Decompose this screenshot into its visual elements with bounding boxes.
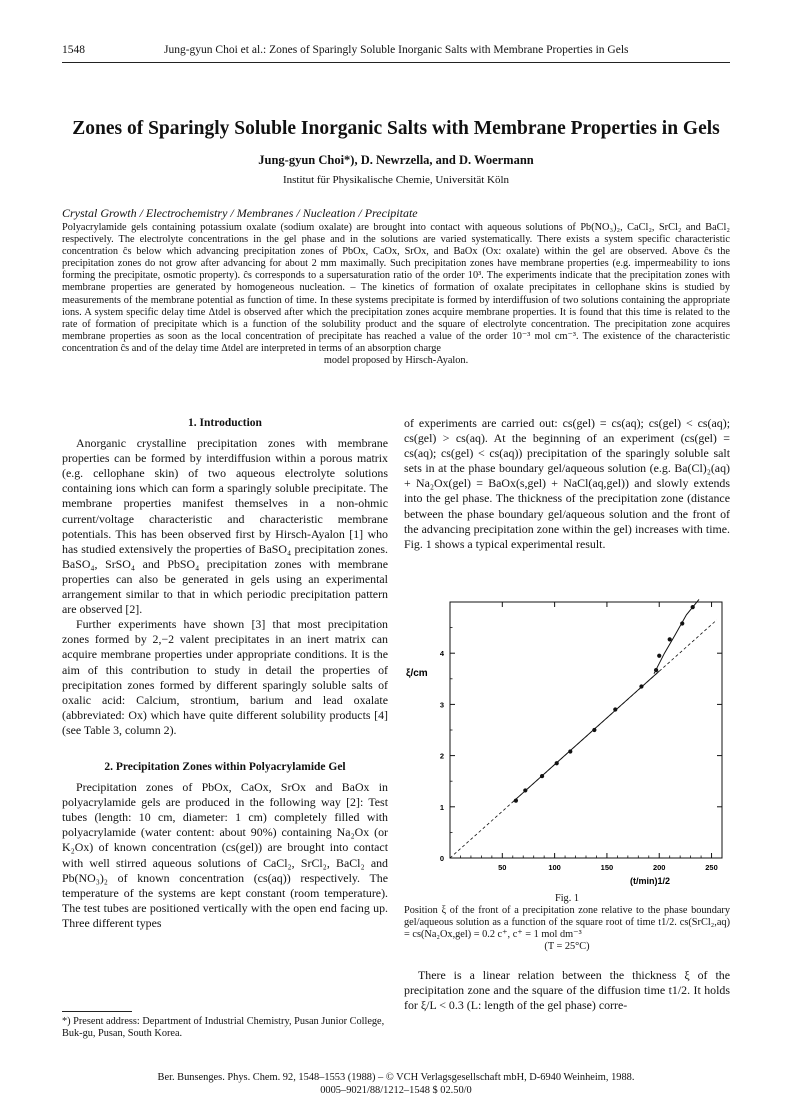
right-paragraph-2: There is a linear relation between the thickness ξ of the precipitation zone and the square of the diffusion time t1/2. It holds for ξ/L < 0.3 (L: length of the gel phase) corre- (404, 968, 730, 1013)
keywords: Crystal Growth / Electrochemistry / Membranes / Nucleation / Precipitate (62, 206, 418, 220)
left-column (62, 416, 388, 931)
x-tick-label: 50 (498, 863, 507, 872)
citation-line: Ber. Bunsenges. Phys. Chem. 92, 1548–1553 (1988) – © VCH Verlagsgesellschaft mbH, D-6940 Weinheim, 1988. (157, 1072, 635, 1083)
data-point (691, 605, 695, 609)
running-title: Jung-gyun Choi et al.: Zones of Sparingly Soluble Inorganic Salts with Membrane Properties in Gels (164, 44, 629, 56)
figure-label: Fig. 1 (554, 893, 580, 904)
issn-line: 0005–9021/88/1212–1548 $ 02.50/0 (320, 1084, 472, 1096)
section2-paragraph-1: Precipitation zones of PbOx, CaOx, SrOx and BaOx in polyacrylamide gels are produced in the following way [2]: Test tubes (length: 10 cm, diameter: 1 cm) completely filled with polyacrylamide (water content: about 90%) containing Na₂Ox (or K₂Ox) of known concentration (cs(gel)) are brought into contact with well stirred aqueous solutions of CaCl₂, SrCl₂, BaCl₂ and Pb(NO₃)₂ of known concentration (cs(aq)) respectively. The temperature of the systems are kept constant (room temperature). The test tubes are positioned vertically with the open end facing up. Three different types (62, 780, 388, 930)
abstract-body: Polyacrylamide gels containing potassium oxalate (sodium oxalate) are brought into contact with aqueous solutions of Pb(NO₃)₂, CaCl₂, SrCl₂ and BaCl₂ respectively. The electrolyte concentrations in the gel phase and in the solutions are varied systematically. There exists a system specific characteristic concentration ĉs below which advancing precipitation zones of PbOx, CaOx, SrOx, and BaOx (Ox: oxalate) within the gel are observed. Above ĉs the precipitation zones do not grow after advancing for about 2 mm maximally. Such precipitation zones have membrane properties (e.g. impermeability to ions forming the precipitate, osmotic property). ĉs corresponds to a supersaturation ratio of the order 10³. The experiments indicate that the precipitation zones with membrane properties are generated by homogeneous nucleation. – The kinetics of formation of oxalate precipitates in cellophane skins is studied by measurements of the membrane potential as function of time. In these systems precipitate is formed by interdiffusion of two solutions containing the appropriate ions. A system specific delay time Δtdel is observed after which the precipitation zones acquire membrane properties. It is found that this time is related to the rate of formation of precipitate which is a function of the solubility product and the square of electrolyte concentration. The precipitation zone acquires membrane properties as soon as the local concentration of precipitate has reached a value of the order 10⁻³ mol cm⁻³. The existence of the characteristic concentration ĉs and of the delay time Δtdel are interpreted in terms of an absorption charge (62, 222, 730, 354)
figure-caption-text: Position ξ of the front of a precipitation zone relative to the phase boundary gel/aqueous solution as a function of the square root of time t1/2. cs(SrCl₂,aq) = cs(Na₂Ox,gel) = 0.2 c⁺, c⁺ = 1 mol dm⁻³ (404, 905, 730, 940)
chart-ticks (440, 602, 722, 872)
y-tick-label: 3 (439, 700, 444, 710)
data-point (540, 774, 544, 778)
chart-points (514, 605, 695, 803)
data-point (680, 621, 684, 625)
y-axis-label: ξ/cm (406, 668, 428, 679)
plot-frame (450, 602, 722, 858)
chart-lines (450, 599, 717, 858)
intro-paragraph-1: Anorganic crystalline precipitation zones with membrane properties can be formed by interdiffusion within a porous matrix (e.g. cellophane skin) of two aqueous electrolyte solutions containing ions which can form a sparingly soluble precipitate. The membrane properties manifest themselves in a non-ohmic current/voltage characteristic and characteristic membrane potentials. This has been observed first by Hirsch-Ayalon [1] who has studied extensively the properties of BaSO₄ precipitation zones. BaSO₄, SrSO₄ and PbSO₄ precipitation zones with membrane properties can also be generated in gels using an experimental arrangement similar to that in which periodic precipitation pattern are observed [2]. (62, 436, 388, 617)
y-tick-label: 1 (439, 802, 444, 812)
section-heading-introduction: 1. Introduction (188, 417, 262, 429)
x-tick-label: 250 (705, 863, 718, 872)
abstract-last-line: model proposed by Hirsch-Ayalon. (323, 355, 469, 367)
data-point (668, 637, 672, 641)
data-point (654, 668, 658, 672)
data-point (568, 749, 572, 753)
x-tick-label: 200 (652, 863, 666, 872)
x-axis-label: (t/min)1/2 (630, 876, 671, 886)
figure-condition: (T = 25°C) (544, 941, 590, 952)
intro-paragraph-2: Further experiments have shown [3] that most precipitation zones formed by 2,−2 valent precipitates in an inert matrix can acquire membrane properties under appropriate conditions. It is the aim of this contribution to study in detail the properties of precipitation zones formed by different sparingly soluble salts of oxalic acid: Calcium, strontium, barium and lead oxalate (abbreviated: Ox) which have quite different solubility products [4] (see Table 3, column 2). (62, 617, 388, 737)
data-point (514, 799, 518, 803)
data-point (555, 761, 559, 765)
linear-fit-line (513, 671, 659, 802)
figure-1-chart (404, 594, 730, 886)
page-number: 1548 (62, 44, 85, 56)
y-tick-label: 4 (439, 649, 444, 659)
x-tick-label: 150 (600, 863, 614, 872)
chart-axes (450, 602, 722, 858)
article-title: Zones of Sparingly Soluble Inorganic Salts with Membrane Properties in Gels (72, 118, 720, 139)
journal-footer (62, 1072, 730, 1097)
data-point (523, 788, 527, 792)
affiliation: Institut für Physikalische Chemie, Universität Köln (282, 174, 510, 186)
abstract (62, 222, 730, 367)
data-point (639, 684, 643, 688)
section-heading-precipitation: 2. Precipitation Zones within Polyacrylamide Gel (104, 760, 346, 773)
running-header (62, 44, 730, 63)
x-tick-label: 100 (548, 863, 561, 872)
y-tick-label: 2 (439, 751, 444, 761)
authors: Jung-gyun Choi*), D. Newrzella, and D. Woermann (258, 153, 534, 167)
footnote: *) Present address: Department of Industrial Chemistry, Pusan Junior College, Buk-gu, Pusan, South Korea. (62, 1016, 385, 1039)
footnote-rule (62, 1011, 132, 1012)
data-point (592, 728, 596, 732)
figure-caption (404, 893, 730, 953)
right-paragraph-1: of experiments are carried out: cs(gel) = cs(aq); cs(gel) < cs(aq); cs(gel) > cs(aq). At the beginning of an experiment (cs(gel) = cs(aq); cs(gel) < cs(aq)) precipitation of the sparingly soluble salt sets in at the phase boundary gel/aqueous solution (e.g. Ba(Cl)₂(aq) + Na₂Ox(gel) = BaOx(s,gel) + NaCl(aq,gel)) and slowly extends into the gel phase. The thickness of the precipitation zone (distance between the phase boundary gel/aqueous solution and the front of the advancing precipitation zone within the gel) increases with time. Fig. 1 shows a typical experimental result. (404, 416, 730, 551)
right-column-top (404, 416, 730, 552)
data-point (613, 707, 617, 711)
y-tick-label: 0 (439, 854, 444, 863)
data-point (657, 654, 661, 658)
right-column-bottom (404, 968, 730, 1013)
upturn-curve (654, 599, 699, 673)
